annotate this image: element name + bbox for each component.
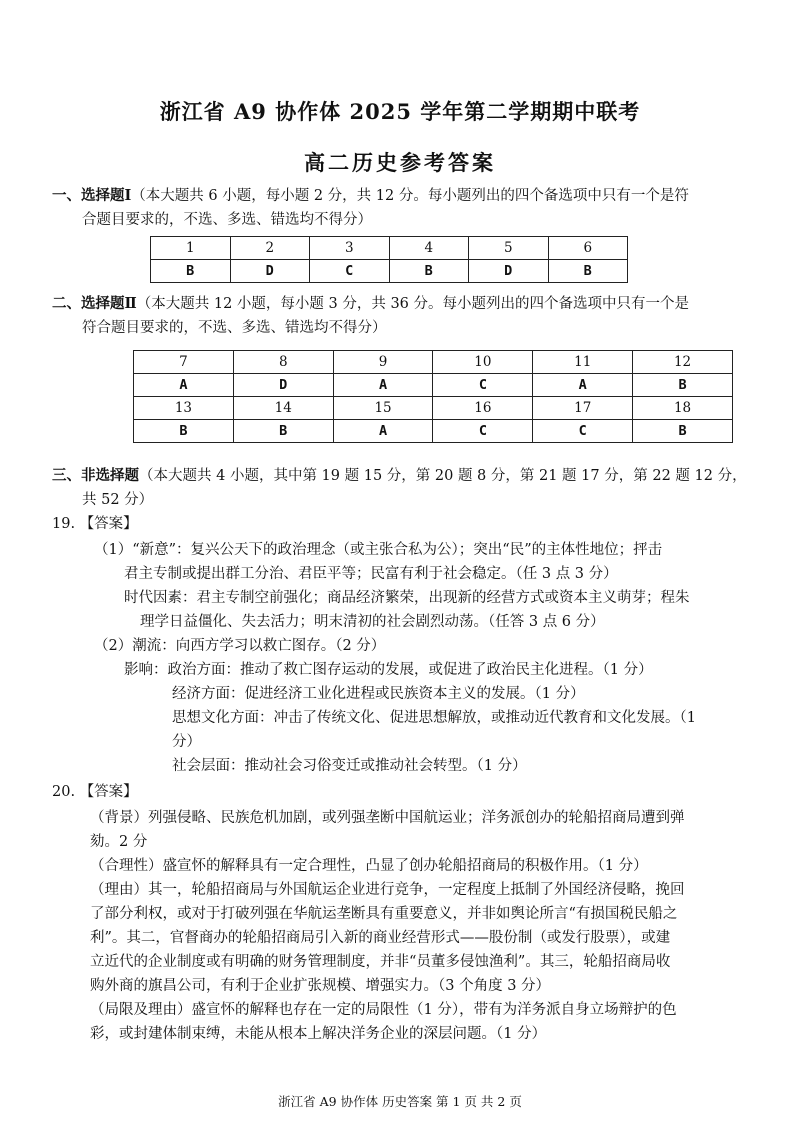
answer-letter: B — [151, 260, 231, 283]
question-number: 9 — [333, 351, 433, 374]
q20-line: 彩，或封建体制束缚，未能从根本上解决洋务企业的深层问题。（1 分） — [90, 1026, 547, 1042]
section2-desc-line1: （本大题共 12 小题，每小题 3 分，共 36 分。每小题列出的四个备选项中只有一个是 — [136, 296, 690, 312]
q20-line: 劾。2 分 — [90, 834, 148, 850]
question-number: 3 — [310, 237, 390, 260]
answer-letter: B — [548, 260, 628, 283]
section2-desc-line2: 符合题目要求的，不选、多选、错选均不得分） — [82, 320, 387, 336]
answer-letter: D — [469, 260, 549, 283]
section1-answer-row — [151, 260, 628, 283]
answer-letter: A — [533, 374, 633, 397]
section2-answer-row — [134, 420, 733, 443]
question-number: 10 — [433, 351, 533, 374]
q19-line: 分） — [172, 734, 201, 750]
question-number: 18 — [633, 397, 733, 420]
section3-desc-line1: （本大题共 4 小题，其中第 19 题 15 分，第 20 题 8 分，第 21 题 17 分，第 22 题 12 分， — [139, 468, 747, 484]
question-number: 5 — [469, 237, 549, 260]
q19-line: 思想文化方面：冲击了传统文化、促进思想解放，或推动近代教育和文化发展。（1 — [172, 710, 696, 726]
answer-letter: B — [134, 420, 234, 443]
question-number: 4 — [389, 237, 469, 260]
q19-line: 时代因素：君主专制空前强化；商品经济繁荣，出现新的经营方式或资本主义萌芽；程朱 — [124, 590, 690, 606]
q19-line: 君主专制或提出群工分治、君臣平等；民富有利于社会稳定。（任 3 点 3 分） — [124, 566, 618, 582]
page-footer: 浙江省 A9 协作体 历史答案 第 1 页 共 2 页 — [278, 1094, 522, 1109]
q20-line: 利”。其二，官督商办的轮船招商局引入新的商业经营形式——股份制（或发行股票），或建 — [90, 930, 671, 946]
q19-line: 影响：政治方面：推动了救亡图存运动的发展，或促进了政治民主化进程。（1 分） — [124, 662, 653, 678]
q20-line: 购外商的旗昌公司，有利于企业扩张规模、增强实力。（3 个角度 3 分） — [90, 978, 551, 994]
section2-label: 二、选择题Ⅱ — [52, 295, 137, 312]
question-number: 14 — [233, 397, 333, 420]
page-subtitle: 高二历史参考答案 — [304, 150, 496, 175]
answer-letter: C — [310, 260, 390, 283]
question-number: 13 — [134, 397, 234, 420]
q20-heading: 20. 【答案】 — [52, 784, 138, 800]
section3-label: 三、非选择题 — [52, 467, 139, 484]
question-number: 17 — [533, 397, 633, 420]
q19-line: 社会层面：推动社会习俗变迁或推动社会转型。（1 分） — [172, 758, 527, 774]
section1-intro — [52, 184, 689, 208]
answer-letter: D — [233, 374, 333, 397]
answer-letter: D — [230, 260, 310, 283]
q20-line: （背景）列强侵略、民族危机加剧，或列强垄断中国航运业；洋务派创办的轮船招商局遭到弹 — [90, 810, 685, 826]
question-number: 7 — [134, 351, 234, 374]
section1-label: 一、选择题Ⅰ — [52, 187, 132, 204]
answer-letter: C — [433, 420, 533, 443]
question-number: 15 — [333, 397, 433, 420]
question-number: 8 — [233, 351, 333, 374]
answer-letter: B — [389, 260, 469, 283]
q19-line: 经济方面：促进经济工业化进程或民族资本主义的发展。（1 分） — [172, 686, 585, 702]
answer-letter: A — [333, 374, 433, 397]
answer-letter: B — [233, 420, 333, 443]
section2-answer-table — [133, 350, 733, 443]
q19-line: 理学日益僵化、失去活力；明末清初的社会剧烈动荡。（任答 3 点 6 分） — [140, 614, 605, 630]
section2-answer-row — [134, 374, 733, 397]
answer-letter: A — [134, 374, 234, 397]
question-number: 11 — [533, 351, 633, 374]
q20-line: （局限及理由）盛宣怀的解释也存在一定的局限性（1 分），带有为洋务派自身立场辩护的色 — [90, 1002, 677, 1018]
q19-heading: 19. 【答案】 — [52, 516, 138, 532]
answer-letter: B — [633, 420, 733, 443]
page-title: 浙江省 A9 协作体 2025 学年第二学期期中联考 — [159, 99, 641, 124]
answer-letter: A — [333, 420, 433, 443]
q20-line: （合理性）盛宣怀的解释具有一定合理性，凸显了创办轮船招商局的积极作用。（1 分） — [90, 858, 648, 874]
q20-line: 了部分利权，或对于打破列强在华航运垄断具有重要意义，并非如舆论所言“有损国税民船之 — [90, 906, 678, 922]
question-number: 6 — [548, 237, 628, 260]
answer-letter: C — [433, 374, 533, 397]
question-number: 2 — [230, 237, 310, 260]
q19-line: （2）潮流：向西方学习以救亡图存。（2 分） — [94, 638, 386, 654]
answer-letter: B — [633, 374, 733, 397]
section1-desc-line2: 合题目要求的，不选、多选、错选均不得分） — [82, 212, 372, 228]
question-number: 16 — [433, 397, 533, 420]
section3-intro — [52, 464, 747, 488]
section2-number-row — [134, 397, 733, 420]
section1-desc-line1: （本大题共 6 小题，每小题 2 分，共 12 分。每小题列出的四个备选项中只有一个是符 — [131, 188, 689, 204]
section2-intro — [52, 292, 689, 316]
question-number: 1 — [151, 237, 231, 260]
section1-answer-table — [150, 236, 628, 283]
q19-line: （1）“新意”：复兴公天下的政治理念（或主张合私为公）；突出“民”的主体性地位；抨击 — [94, 542, 663, 558]
answer-letter: C — [533, 420, 633, 443]
section1-number-row — [151, 237, 628, 260]
q20-line: 立近代的企业制度或有明确的财务管理制度，并非“员董多侵蚀渔利”。其三，轮船招商局收 — [90, 954, 671, 970]
question-number: 12 — [633, 351, 733, 374]
q20-line: （理由）其一，轮船招商局与外国航运企业进行竞争，一定程度上抵制了外国经济侵略，挽回 — [90, 882, 685, 898]
section3-desc-line2: 共 52 分） — [82, 492, 154, 508]
section2-number-row — [134, 351, 733, 374]
